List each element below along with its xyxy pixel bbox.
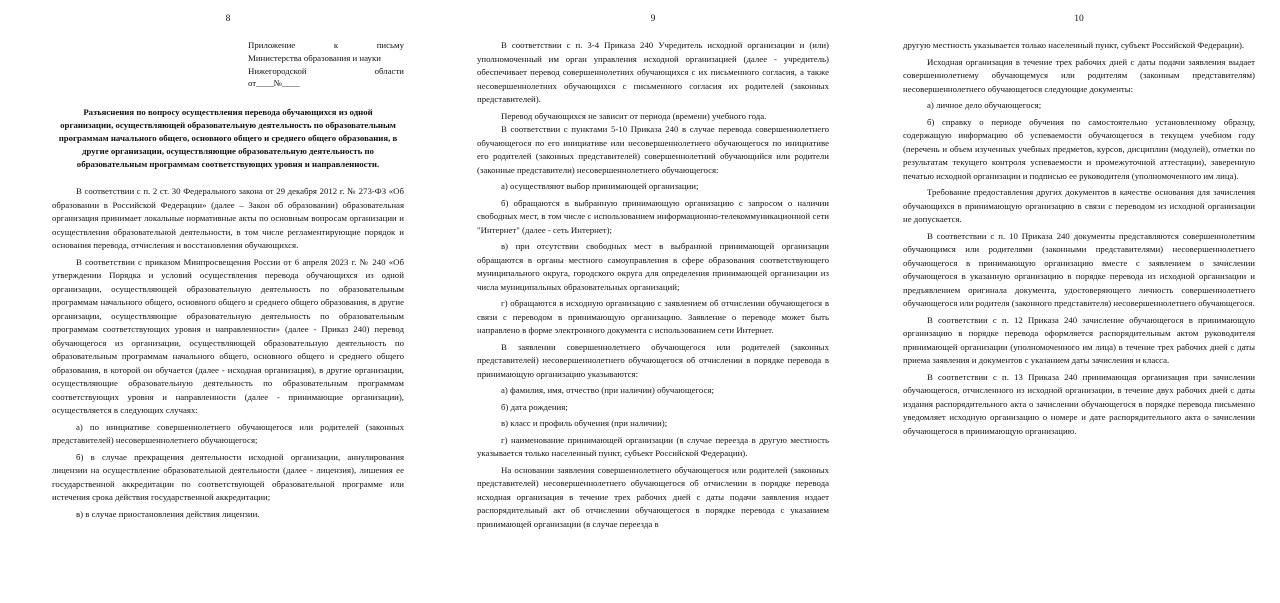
paragraph: В соответствии с приказом Минпросвещения России от 6 апреля 2023 г. № 240 «Об утверждении Порядка и условий осуществления перевода обучающихся из одной организации, осуществляющей образовательную деятельность по образовательным программам начального общего, основного общего и среднего общего образования, в другие организации, осуществляющие образовательную деятельность по образовательным программам соответствующих уровня и направленности» (далее - Приказ 240) перевод обучающегося из организации, осуществляющей образовательную деятельность по образовательным программам начального общего, основного общего и среднего общего образования, в которой он обучается (далее - исходная организация), в другие организации, осуществляющие образовательную деятельность по образовательным программам соответствующих уровня и направленности (далее - принимающие организации), осуществляется в следующих случаях: bbox=[52, 256, 404, 416]
addressee-word: области bbox=[374, 65, 404, 76]
paragraph: б) справку о периоде обучения по самостоятельно установленному образцу, содержащую информацию об успеваемости обучающегося в текущем учебном году (перечень и объем изученных учебных предметов, курсов, дисциплин (модулей), отметки по результатам текущего контроля успеваемости и промежуточной аттестации), заверенную печатью исходной организации и подписью ее руководителя (уполномоченного им лица). bbox=[903, 116, 1255, 181]
paragraph: В соответствии с п. 12 Приказа 240 зачисление обучающегося в принимающую организацию в порядке перевода оформляется распорядительным актом руководителя принимающей организации (уполномоченного им лица) в течение трех рабочих дней с даты приема заявления и документов с указанием даты зачисления и класса. bbox=[903, 314, 1255, 365]
paragraph: а) осуществляют выбор принимающей организации; bbox=[501, 181, 699, 191]
page-number: 8 bbox=[225, 14, 231, 24]
addressee-word: к bbox=[333, 40, 339, 50]
paragraph: В соответствии с п. 3-4 Приказа 240 Учредитель исходной организации и (или) уполномоченный им орган управления исходной организацией (далее - учредитель) обеспечивает перевод совершеннолетних обучающихся с их письменного согласия, а также несовершеннолетних обучающихся с письменного согласия их родителей (законных представителей). bbox=[477, 40, 829, 104]
paragraph: в) при отсутствии свободных мест в выбранной принимающей организации обращаются в органы местного самоуправления в сфере образования соответствующего муниципального округа, городского округа для определения принимающей организации из числа муниципальных образовательных организаций; bbox=[477, 241, 829, 292]
document-title: Разъяснения по вопросу осуществления перевода обучающихся из одной организации, осуществляющей образовательную деятельность по образовательным программам начального общего, основного общего и среднего общего образования, в другие организации, осуществляющие образовательную деятельность по образовательным программам соответствующих уровня и направленности. bbox=[58, 107, 398, 170]
paragraph: а) личное дело обучающегося; bbox=[927, 100, 1042, 110]
paragraph: другую местность указывается только населенный пункт, субъект Российской Федерации). bbox=[903, 40, 1245, 50]
paragraph: В заявлении совершеннолетнего обучающегося или родителей (законных представителей) несовершеннолетнего обучающегося об отчислении в порядке перевода в принимающую организацию указываются: bbox=[477, 341, 829, 379]
paragraph: Перевод обучающихся не зависит от периода (времени) учебного года. bbox=[501, 110, 767, 121]
addressee-line-1 bbox=[248, 39, 404, 52]
paragraph: В соответствии с п. 2 ст. 30 Федерального закона от 29 декабря 2012 г. № 273-ФЗ «Об образовании в Российской Федерации» (далее – Закон об образовании) образовательная организация принимает локальные нормативные акты по основным вопросам организации и осуществления образовательной деятельности, в том числе регламентирующие порядок и основания перевода, отчисления и восстановления обучающихся. bbox=[52, 186, 404, 251]
paragraph: б) обращаются в выбранную принимающую организацию с запросом о наличии свободных мест, в том числе с использованием информационно-телекоммуникационной сети "Интернет" (далее - сеть Интернет); bbox=[477, 197, 829, 235]
paragraph: В соответствии с п. 13 Приказа 240 принимающая организация при зачислении обучающегося, отчисленного из исходной организации, в течение двух рабочих дней с даты издания распорядительного акта о зачислении обучающегося в порядке перевода письменно уведомляет исходную организацию о номере и дате распорядительного акта о зачислении обучающегося в принимающую организацию. bbox=[903, 371, 1255, 436]
paragraph: Исходная организация в течение трех рабочих дней с даты подачи заявления выдает совершеннолетнему обучающемуся или родителям (законным представителям) несовершеннолетнего обучающегося следующие документы: bbox=[903, 56, 1255, 94]
paragraph: а) по инициативе совершеннолетнего обучающегося или родителей (законных представителей) несовершеннолетнего обучающегося; bbox=[52, 421, 404, 446]
addressee-word: Нижегородской bbox=[248, 65, 307, 76]
paragraph: в) в случае приостановления действия лицензии. bbox=[76, 508, 260, 519]
page-number: 9 bbox=[650, 14, 656, 24]
page-content bbox=[52, 39, 404, 521]
paragraph: б) в случае прекращения деятельности исходной организации, аннулирования лицензии на осуществление образовательной деятельности (далее - лицензия), лишения ее государственной аккредитации по соответствующей образовательной программе или истечения срока действия государственной аккредитации; bbox=[52, 451, 404, 503]
page-content bbox=[903, 39, 1255, 438]
addressee-block bbox=[248, 39, 404, 90]
page-content bbox=[477, 39, 829, 531]
paragraph: На основании заявления совершеннолетнего обучающегося или родителей (законных представителей) несовершеннолетнего обучающегося об отчислении в порядке перевода исходная организация в течение трех рабочих дней с даты подачи заявления издает распорядительный акт об отчислении обучающегося в порядке перевода с указанием принимающей организации (в случае переезда в bbox=[477, 464, 829, 529]
paragraph: В соответствии с п. 10 Приказа 240 документы представляются совершеннолетним обучающимся или родителями (законными представителями) несовершеннолетнего обучающегося в принимающую организацию вместе с заявлением о зачислении обучающегося в указанную организацию в порядке перевода из исходной организации и предъявлением оригинала документа, удостоверяющего личность совершеннолетнего обучающегося или родителя (законного представителя) несовершеннолетнего обучающегося. bbox=[903, 230, 1255, 308]
paragraph: г) наименование принимающей организации (в случае переезда в другую местность указывается только населенный пункт, субъект Российской Федерации). bbox=[477, 434, 829, 458]
addressee-line-3 bbox=[248, 65, 404, 78]
addressee-line-4: от____№____ bbox=[248, 78, 300, 89]
paragraph: в) класс и профиль обучения (при наличии); bbox=[501, 418, 668, 428]
page-10 bbox=[903, 0, 1255, 603]
paragraph: В соответствии с пунктами 5-10 Приказа 240 в случае перевода совершеннолетнего обучающегося по его инициативе или несовершеннолетнего обучающегося по инициативе его родителей (законных представителей) совершеннолетний обучающийся или родители (законные представители) несовершеннолетнего обучающегося: bbox=[477, 124, 829, 175]
paragraph: а) фамилия, имя, отчество (при наличии) обучающегося; bbox=[501, 385, 714, 395]
paragraph: Требование предоставления других документов в качестве основания для зачисления обучающихся в принимающую организацию в связи с переводом из исходной организации не допускается. bbox=[903, 187, 1255, 224]
page-8 bbox=[52, 0, 404, 603]
paragraph: б) дата рождения; bbox=[501, 401, 568, 412]
page-number: 10 bbox=[1074, 14, 1084, 24]
page-9 bbox=[477, 0, 829, 603]
addressee-line-2: Министерства образования и науки bbox=[248, 52, 381, 63]
addressee-word: письму bbox=[376, 40, 404, 50]
paragraph: г) обращаются в исходную организацию с заявлением об отчислении обучающегося в связи с переводом в принимающую организацию. Заявление о переводе может быть направлено в форме электронного документа с использованием сети Интернет. bbox=[477, 298, 829, 335]
addressee-word: Приложение bbox=[248, 40, 296, 50]
